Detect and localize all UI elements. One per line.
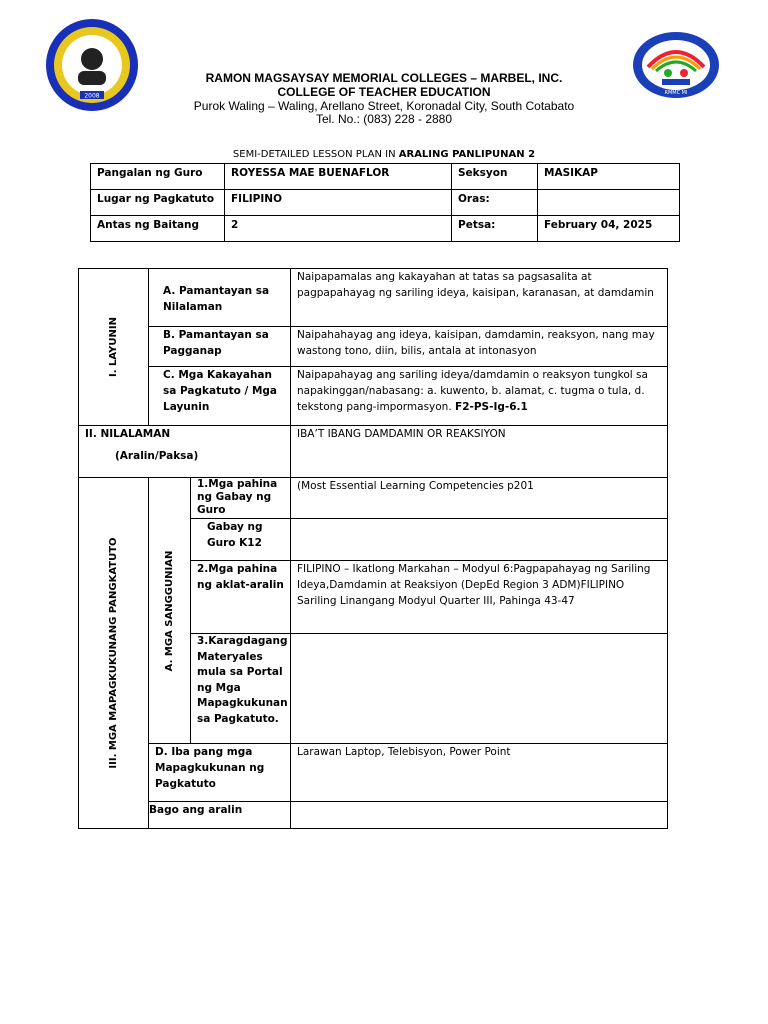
- school-name: RAMON MAGSAYSAY MEMORIAL COLLEGES – MARBEL, INC.: [205, 71, 563, 85]
- place-value: FILIPINO: [225, 190, 452, 216]
- lesson-plan-title: [0, 149, 768, 160]
- svg-text:RMMC MI: RMMC MI: [664, 90, 688, 96]
- layunin-a-value: Naipapamalas ang kakayahan at tatas sa pagsasalita at pagpapahayag ng sariling ideya, kaisipan, karanasan, at damdamin: [291, 269, 668, 327]
- layunin-a-label: A. Pamantayan sa Nilalaman: [149, 269, 291, 327]
- kagamitan-section-cell: [79, 478, 149, 829]
- table-row: [79, 269, 668, 327]
- layunin-section-label: I. LAYUNIN: [107, 317, 119, 377]
- grade-value: 2: [225, 216, 452, 242]
- kagamitan-section-label: III. MGA MAPAGKUKUNANG PANGKATUTO: [107, 537, 119, 769]
- college-name: COLLEGE OF TEACHER EDUCATION: [277, 85, 491, 99]
- layunin-c-label: C. Mga Kakayahan sa Pagkatuto / Mga Layunin: [149, 367, 291, 426]
- table-row: [91, 164, 680, 190]
- item2-value: FILIPINO – Ikatlong Markahan – Modyul 6:Pagpapahayag ng Sariling Ideya,Damdamin at Reaksiyon (DepEd Region 3 ADM)FILIPINO Sariling Linangang Modyul Quarter III, Pahinga 43-47: [291, 561, 668, 634]
- school-telephone: Tel. No.: (083) 228 - 2880: [315, 112, 453, 126]
- section-label: Seksyon: [452, 164, 538, 190]
- nilalaman-label-cell: [79, 426, 291, 478]
- bago-value: [291, 802, 668, 829]
- table-row: [79, 426, 668, 478]
- item1b-label: Gabay ng Guro K12: [191, 519, 291, 561]
- layunin-section-cell: [79, 269, 149, 426]
- layunin-c-value: [291, 367, 668, 426]
- item1-value: (Most Essential Learning Competencies p201: [291, 478, 668, 519]
- date-value: February 04, 2025: [538, 216, 680, 242]
- school-address: Purok Waling – Waling, Arellano Street, Koronadal City, South Cotabato: [193, 99, 575, 113]
- title-prefix: SEMI-DETAILED LESSON PLAN IN: [232, 149, 399, 160]
- title-subject: ARALING PANLIPUNAN 2: [398, 149, 536, 160]
- nilalaman-value: IBA’T IBANG DAMDAMIN OR REAKSIYON: [291, 426, 668, 478]
- other-resources-value: Larawan Laptop, Telebisyon, Power Point: [291, 744, 668, 802]
- time-value: [538, 190, 680, 216]
- place-label: Lugar ng Pagkatuto: [91, 190, 225, 216]
- lesson-plan-table: [78, 268, 668, 829]
- section-value: MASIKAP: [538, 164, 680, 190]
- competency-code: F2-PS-Ig-6.1: [455, 401, 528, 413]
- table-row: [91, 216, 680, 242]
- table-row: [91, 190, 680, 216]
- grade-label: Antas ng Baitang: [91, 216, 225, 242]
- table-row: [79, 327, 668, 367]
- teacher-value: ROYESSA MAE BUENAFLOR: [225, 164, 452, 190]
- sanggunian-label: A. MGA SANGGUNIAN: [163, 550, 175, 671]
- layunin-c-text: Naipapahayag ang sariling ideya/damdamin o reaksyon tungkol sa napakinggan/nabasang: a. kuwento, b. alamat, c. tugma o tula, d. tekstong pang-impormasyon.: [297, 369, 648, 413]
- item3-label: 3.Karagdagang Materyales mula sa Portal ng Mga Mapagkukunan sa Pagkatuto.: [191, 634, 291, 744]
- table-row: [79, 367, 668, 426]
- sanggunian-cell: [149, 478, 191, 744]
- other-resources-label: D. Iba pang mga Mapagkukunan ng Pagkatuto: [149, 744, 291, 802]
- item1b-value: [291, 519, 668, 561]
- layunin-b-value: Naipahahayag ang ideya, kaisipan, damdamin, reaksyon, nang may wastong tono, diin, bilis, antala at intonasyon: [291, 327, 668, 367]
- item1-label: 1.Mga pahina ng Gabay ng Guro: [191, 478, 291, 519]
- nilalaman-label: II. NILALAMAN: [85, 428, 171, 440]
- lesson-info-table: [90, 163, 680, 242]
- item3-value: [291, 634, 668, 744]
- table-row: [79, 802, 668, 829]
- table-row: [79, 744, 668, 802]
- teacher-label: Pangalan ng Guro: [91, 164, 225, 190]
- svg-text:2008: 2008: [84, 92, 100, 100]
- item2-label: 2.Mga pahina ng aklat-aralin: [191, 561, 291, 634]
- nilalaman-sublabel: (Aralin/Paksa): [115, 450, 199, 462]
- bago-label: Bago ang aralin: [149, 802, 291, 829]
- table-row: [79, 478, 668, 519]
- layunin-b-label: B. Pamantayan sa Pagganap: [149, 327, 291, 367]
- time-label: Oras:: [452, 190, 538, 216]
- date-label: Petsa:: [452, 216, 538, 242]
